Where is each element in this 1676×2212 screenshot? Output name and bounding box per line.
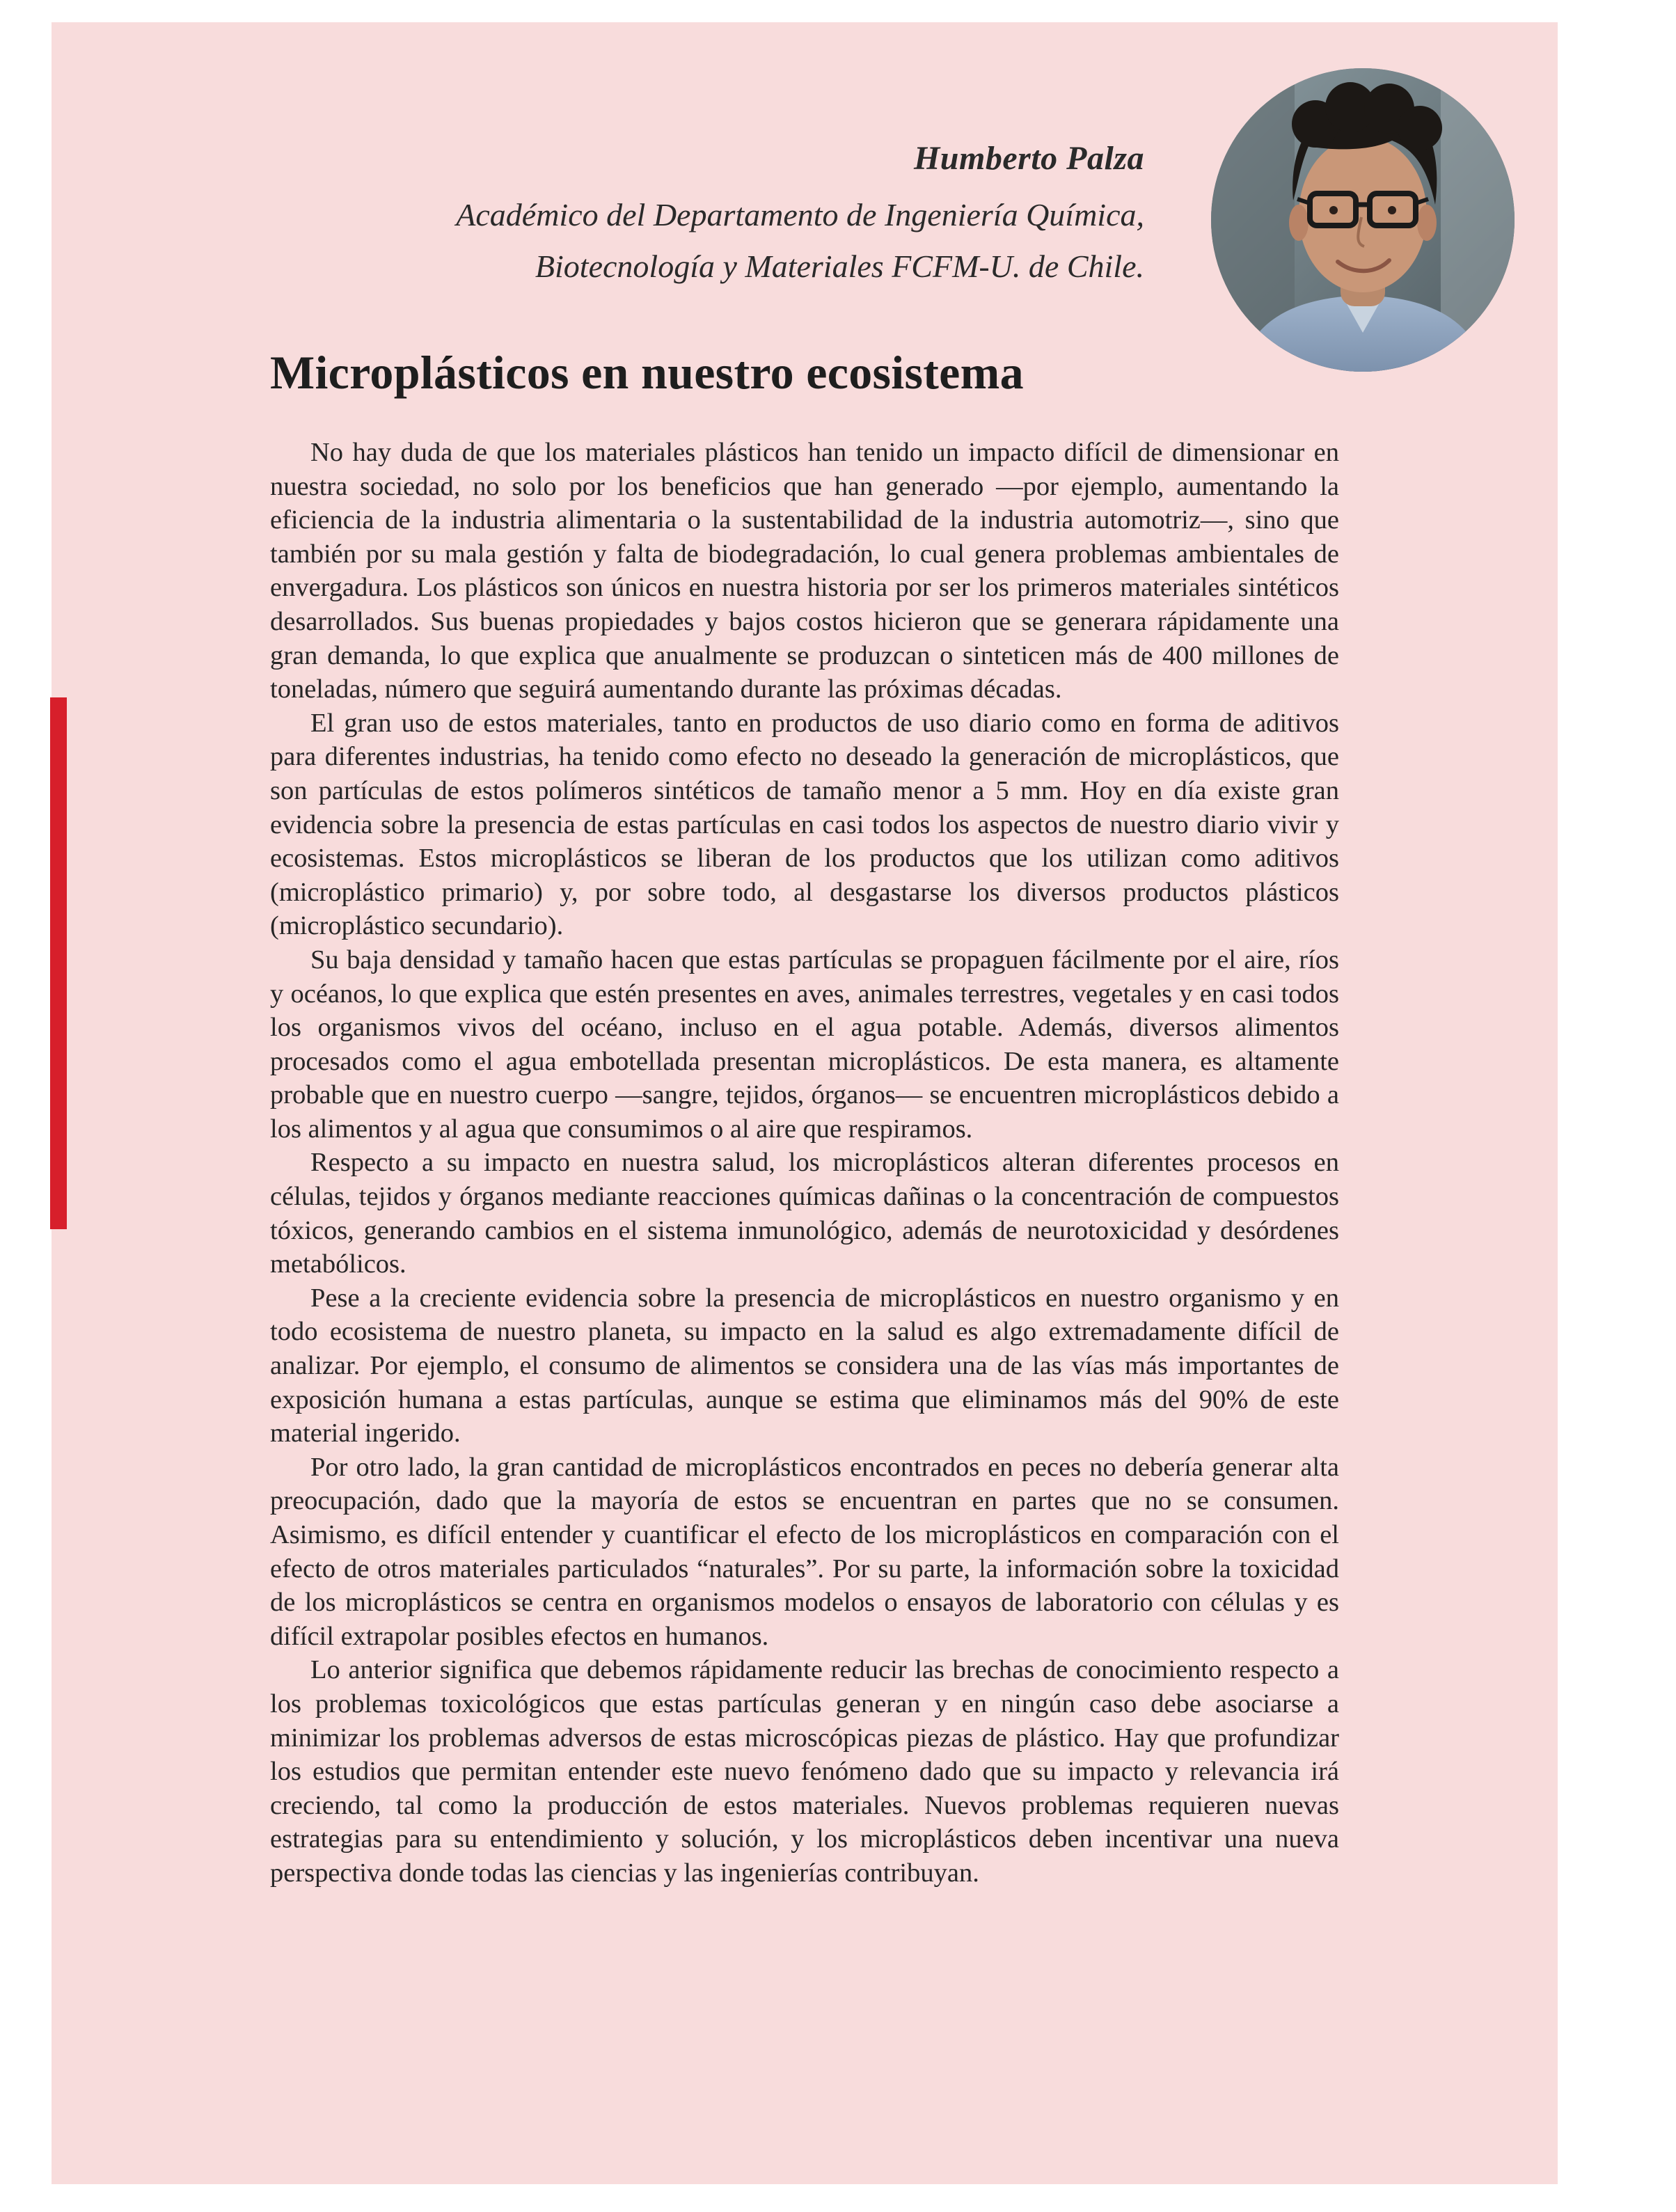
author-portrait-image	[1211, 68, 1515, 372]
article-title: Microplásticos en nuestro ecosistema	[270, 346, 1024, 399]
article-paragraph-2: El gran uso de estos materiales, tanto en productos de uso diario como en forma de aditivos para diferentes industrias, ha tenido como efecto no deseado la generación de microplásticos, que son partículas de estos polímeros sintéticos de tamaño menor a 5 mm. Hoy en día existe gran evidencia sobre la presencia de estas partículas en casi todos los aspectos de nuestro diario vivir y ecosistemas. Estos microplásticos se liberan de los productos que los utilizan como aditivos (microplástico primario) y, por sobre todo, al desgastarse los diversos productos plásticos (microplástico secundario).	[270, 708, 1339, 941]
author-affiliation-line-2: Biotecnología y Materiales FCFM-U. de Chile.	[535, 248, 1144, 284]
article-paragraph-4: Respecto a su impacto en nuestra salud, los microplásticos alteran diferentes procesos en células, tejidos y órganos mediante reacciones químicas dañinas o la concentración de compuestos tóxicos, generando cambios en el sistema inmunológico, además de neurotoxicidad y desórdenes metabólicos.	[270, 1148, 1339, 1279]
author-name: Humberto Palza	[913, 140, 1144, 177]
author-affiliation	[0, 189, 1144, 292]
article-paragraph-5: Pese a la creciente evidencia sobre la presencia de microplásticos en nuestro organismo y en todo ecosistema de nuestro planeta, su impacto en la salud es algo extremadamente difícil de analizar. Por ejemplo, el consumo de alimentos se considera una de las vías más importantes de exposición humana a estas partículas, aunque se estima que eliminamos más del 90% de este material ingerido.	[270, 1283, 1339, 1448]
article-paragraph-6: Por otro lado, la gran cantidad de microplásticos encontrados en peces no debería generar alta preocupación, dado que la mayoría de estos se encuentran en partes que no se consumen. Asimismo, es difícil entender y cuantificar el efecto de los microplásticos en comparación con el efecto de otros materiales particulados “naturales”. Por su parte, la información sobre la toxicidad de los microplásticos se centra en organismos modelos o ensayos de laboratorio con células y es difícil extrapolar posibles efectos en humanos.	[270, 1452, 1339, 1651]
article-paragraph-1: No hay duda de que los materiales plásticos han tenido un impacto difícil de dimensionar en nuestra sociedad, no solo por los beneficios que han generado —por ejemplo, aumentando la eficiencia de la industria alimentaria o la sustentabilidad de la industria automotriz—, sino que también por su mala gestión y falta de biodegradación, lo cual genera problemas ambientales de envergadura. Los plásticos son únicos en nuestra historia por ser los primeros materiales sintéticos desarrollados. Sus buenas propiedades y bajos costos hicieron que se generara rápidamente una gran demanda, lo que explica que anualmente se produzcan o sinteticen más de 400 millones de toneladas, número que seguirá aumentando durante las próximas décadas.	[270, 438, 1339, 704]
article-paragraph-7: Lo anterior significa que debemos rápidamente reducir las brechas de conocimiento respecto a los problemas toxicológicos que estas partículas generan y en ningún caso debe asociarse a minimizar los problemas adversos de estas microscópicas piezas de plástico. Hay que profundizar los estudios que permitan entender este nuevo fenómeno dado que su impacto y relevancia irá creciendo, tal como la producción de estos materiales. Nuevos problemas requieren nuevas estrategias para su entendimiento y solución, y los microplásticos deben incentivar una nueva perspectiva donde todas las ciencias y las ingenierías contribuyan.	[270, 1655, 1339, 1888]
author-affiliation-line-1: Académico del Departamento de Ingeniería Química,	[456, 197, 1144, 232]
article-body	[270, 436, 1339, 1890]
accent-bar	[50, 697, 67, 1229]
article-paragraph-3: Su baja densidad y tamaño hacen que estas partículas se propaguen fácilmente por el aire, ríos y océanos, lo que explica que estén presentes en aves, animales terrestres, vegetales y en casi todos los organismos vivos del océano, incluso en el agua potable. Además, diversos alimentos procesados como el agua embotellada presentan microplásticos. De esta manera, es altamente probable que en nuestro cuerpo —sangre, tejidos, órganos— se encuentren microplásticos debido a los alimentos y al agua que consumimos o al aire que respiramos.	[270, 945, 1339, 1144]
author-portrait	[1211, 68, 1515, 372]
